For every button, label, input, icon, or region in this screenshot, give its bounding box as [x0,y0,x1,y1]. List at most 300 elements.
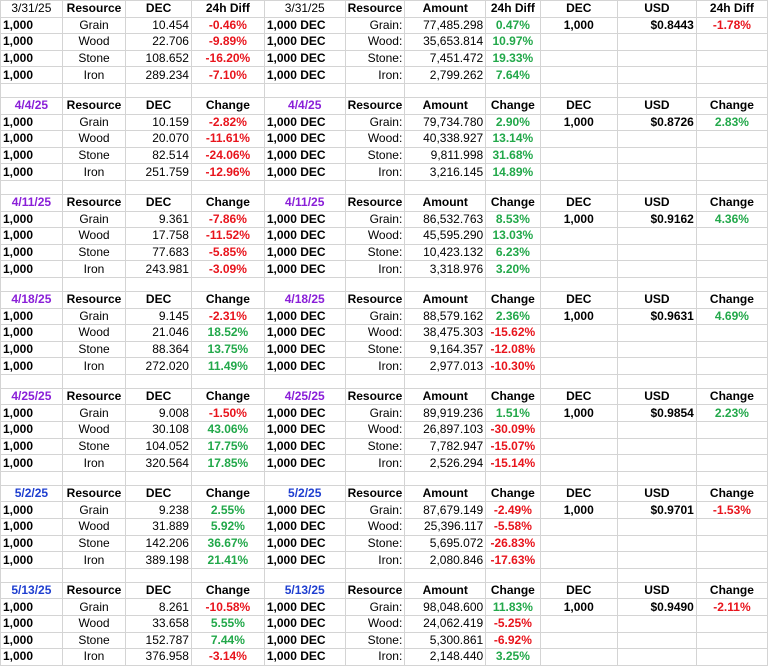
amount-cell[interactable]: 86,532.763 [405,211,486,228]
amount-change-cell[interactable]: -5.58% [486,519,540,536]
amount-cell[interactable]: 88,579.162 [405,308,486,325]
dec-change-cell[interactable]: -7.10% [191,67,264,84]
amount-change-cell[interactable]: -6.92% [486,632,540,649]
header-change[interactable]: Change [486,194,540,211]
amount-cell[interactable]: 5,695.072 [405,535,486,552]
empty-cell[interactable] [617,438,696,455]
amount-change-cell[interactable]: 13.14% [486,131,540,148]
empty-cell[interactable] [696,261,767,278]
usd-price-cell[interactable]: $0.8443 [617,17,696,34]
date-label[interactable]: 3/31/25 [264,1,345,18]
empty-cell[interactable] [696,131,767,148]
usd-price-cell[interactable]: $0.8726 [617,114,696,131]
mqty-cell[interactable]: 1,000 DEC [264,147,345,164]
amount-change-cell[interactable]: -15.14% [486,455,540,472]
header-resource[interactable]: Resource [345,485,405,502]
amount-cell[interactable]: 77,485.298 [405,17,486,34]
empty-cell[interactable] [617,67,696,84]
amount-change-cell[interactable]: 7.64% [486,67,540,84]
qty-cell[interactable]: 1,000 [1,114,63,131]
dec-change-cell[interactable]: 21.41% [191,552,264,569]
qty-cell[interactable]: 1,000 [1,599,63,616]
date-label[interactable]: 4/11/25 [1,194,63,211]
dec-price-cell[interactable]: 9.238 [126,502,192,519]
dec-change-cell[interactable]: -0.46% [191,17,264,34]
usd-price-cell[interactable]: $0.9490 [617,599,696,616]
empty-cell[interactable] [540,455,617,472]
header-dec[interactable]: DEC [540,582,617,599]
header-change[interactable]: Change [191,582,264,599]
header-amount[interactable]: Amount [405,1,486,18]
empty-cell[interactable] [486,180,540,194]
dec-price-cell[interactable]: 251.759 [126,164,192,181]
mqty-cell[interactable]: 1,000 DEC [264,228,345,245]
resource-cell[interactable]: Iron [62,552,125,569]
empty-cell[interactable] [617,325,696,342]
usd-change-cell[interactable]: -1.78% [696,17,767,34]
dec-price-cell[interactable]: 142.206 [126,535,192,552]
usd-change-cell[interactable]: -2.11% [696,599,767,616]
header-resource[interactable]: Resource [62,582,125,599]
dec-change-cell[interactable]: 2.55% [191,502,264,519]
empty-cell[interactable] [617,374,696,388]
empty-cell[interactable] [540,83,617,97]
header-amount[interactable]: Amount [405,582,486,599]
mresource-cell[interactable]: Iron: [345,455,405,472]
amount-change-cell[interactable]: -5.25% [486,616,540,633]
empty-cell[interactable] [696,34,767,51]
dec-price-cell[interactable]: 77.683 [126,244,192,261]
dec-change-cell[interactable]: -2.82% [191,114,264,131]
mresource-cell[interactable]: Grain: [345,405,405,422]
empty-cell[interactable] [617,34,696,51]
amount-cell[interactable]: 7,451.472 [405,50,486,67]
amount-change-cell[interactable]: 14.89% [486,164,540,181]
amount-cell[interactable]: 35,653.814 [405,34,486,51]
mqty-cell[interactable]: 1,000 DEC [264,502,345,519]
empty-cell[interactable] [617,649,696,666]
header-change[interactable]: Change [696,582,767,599]
dec-price-cell[interactable]: 389.198 [126,552,192,569]
resource-cell[interactable]: Iron [62,649,125,666]
empty-cell[interactable] [405,180,486,194]
empty-cell[interactable] [696,374,767,388]
dec-change-cell[interactable]: -3.09% [191,261,264,278]
empty-cell[interactable] [617,568,696,582]
mresource-cell[interactable]: Iron: [345,67,405,84]
mqty-cell[interactable]: 1,000 DEC [264,261,345,278]
dec-change-cell[interactable]: -12.96% [191,164,264,181]
empty-cell[interactable] [617,83,696,97]
resource-cell[interactable]: Wood [62,616,125,633]
empty-cell[interactable] [617,277,696,291]
empty-cell[interactable] [540,616,617,633]
mresource-cell[interactable]: Wood: [345,228,405,245]
amount-cell[interactable]: 2,080.846 [405,552,486,569]
dec-price-cell[interactable]: 376.958 [126,649,192,666]
header-amount[interactable]: Amount [405,194,486,211]
mresource-cell[interactable]: Grain: [345,308,405,325]
empty-cell[interactable] [617,552,696,569]
dec-price-cell[interactable]: 33.658 [126,616,192,633]
header-resource[interactable]: Resource [62,97,125,114]
qty-cell[interactable]: 1,000 [1,211,63,228]
empty-cell[interactable] [1,471,63,485]
mqty-cell[interactable]: 1,000 DEC [264,405,345,422]
date-label[interactable]: 4/11/25 [264,194,345,211]
qty-cell[interactable]: 1,000 [1,261,63,278]
empty-cell[interactable] [191,568,264,582]
amount-cell[interactable]: 3,318.976 [405,261,486,278]
amount-change-cell[interactable]: -15.62% [486,325,540,342]
empty-cell[interactable] [696,438,767,455]
empty-cell[interactable] [62,277,125,291]
usd-change-cell[interactable]: 2.23% [696,405,767,422]
amount-cell[interactable]: 24,062.419 [405,616,486,633]
empty-cell[interactable] [405,374,486,388]
qty-cell[interactable]: 1,000 [1,405,63,422]
amount-change-cell[interactable]: 13.03% [486,228,540,245]
dec-change-cell[interactable]: 7.44% [191,632,264,649]
resource-cell[interactable]: Grain [62,114,125,131]
resource-cell[interactable]: Wood [62,325,125,342]
mqty-cell[interactable]: 1,000 DEC [264,341,345,358]
date-label[interactable]: 4/25/25 [1,388,63,405]
date-label[interactable]: 5/13/25 [264,582,345,599]
dec-price-cell[interactable]: 9.361 [126,211,192,228]
empty-cell[interactable] [696,535,767,552]
header-change[interactable]: Change [696,291,767,308]
dec-price-cell[interactable]: 10.454 [126,17,192,34]
empty-cell[interactable] [540,67,617,84]
date-label[interactable]: 5/13/25 [1,582,63,599]
mqty-cell[interactable]: 1,000 DEC [264,535,345,552]
empty-cell[interactable] [617,632,696,649]
qty-cell[interactable]: 1,000 [1,17,63,34]
header-change[interactable]: Change [191,291,264,308]
empty-cell[interactable] [540,341,617,358]
empty-cell[interactable] [191,180,264,194]
amount-cell[interactable]: 2,799.262 [405,67,486,84]
mqty-cell[interactable]: 1,000 DEC [264,131,345,148]
dec-price-cell[interactable]: 243.981 [126,261,192,278]
empty-cell[interactable] [696,147,767,164]
mresource-cell[interactable]: Grain: [345,17,405,34]
empty-cell[interactable] [696,83,767,97]
mresource-cell[interactable]: Grain: [345,211,405,228]
resource-cell[interactable]: Stone [62,341,125,358]
mqty-cell[interactable]: 1,000 DEC [264,649,345,666]
amount-cell[interactable]: 87,679.149 [405,502,486,519]
header-dec[interactable]: DEC [126,291,192,308]
dec-price-cell[interactable]: 320.564 [126,455,192,472]
usd-price-cell[interactable]: $0.9162 [617,211,696,228]
date-label[interactable]: 3/31/25 [1,1,63,18]
empty-cell[interactable] [540,438,617,455]
amount-change-cell[interactable]: -12.08% [486,341,540,358]
amount-change-cell[interactable]: 1.51% [486,405,540,422]
mqty-cell[interactable]: 1,000 DEC [264,114,345,131]
mresource-cell[interactable]: Wood: [345,422,405,439]
mqty-cell[interactable]: 1,000 DEC [264,438,345,455]
empty-cell[interactable] [126,277,192,291]
header-usd[interactable]: USD [617,388,696,405]
empty-cell[interactable] [126,471,192,485]
mqty-cell[interactable]: 1,000 DEC [264,358,345,375]
dec-change-cell[interactable]: -7.86% [191,211,264,228]
empty-cell[interactable] [617,535,696,552]
header-dec[interactable]: DEC [540,291,617,308]
dec-price-cell[interactable]: 8.261 [126,599,192,616]
mresource-cell[interactable]: Wood: [345,616,405,633]
empty-cell[interactable] [264,83,345,97]
header-change[interactable]: Change [486,485,540,502]
empty-cell[interactable] [405,471,486,485]
empty-cell[interactable] [540,261,617,278]
mqty-cell[interactable]: 1,000 DEC [264,50,345,67]
header-dec[interactable]: DEC [540,194,617,211]
dec-price-cell[interactable]: 108.652 [126,50,192,67]
dec-price-cell[interactable]: 9.008 [126,405,192,422]
empty-cell[interactable] [62,374,125,388]
dec-change-cell[interactable]: -5.85% [191,244,264,261]
header-change[interactable]: Change [486,388,540,405]
header-change[interactable]: Change [191,388,264,405]
mresource-cell[interactable]: Stone: [345,147,405,164]
empty-cell[interactable] [540,471,617,485]
empty-cell[interactable] [540,277,617,291]
empty-cell[interactable] [345,277,405,291]
amount-change-cell[interactable]: 3.20% [486,261,540,278]
header-amount[interactable]: Amount [405,485,486,502]
resource-cell[interactable]: Stone [62,438,125,455]
resource-cell[interactable]: Iron [62,455,125,472]
empty-cell[interactable] [405,277,486,291]
empty-cell[interactable] [486,374,540,388]
qty-cell[interactable]: 1,000 [1,519,63,536]
amount-change-cell[interactable]: 10.97% [486,34,540,51]
empty-cell[interactable] [617,131,696,148]
header-change[interactable]: Change [191,97,264,114]
header-dec[interactable]: DEC [126,388,192,405]
header-dec[interactable]: DEC [540,388,617,405]
empty-cell[interactable] [126,83,192,97]
empty-cell[interactable] [617,422,696,439]
empty-cell[interactable] [540,131,617,148]
empty-cell[interactable] [345,374,405,388]
amount-change-cell[interactable]: -15.07% [486,438,540,455]
amount-cell[interactable]: 5,300.861 [405,632,486,649]
dec-price-cell[interactable]: 104.052 [126,438,192,455]
header-change[interactable]: Change [486,97,540,114]
mqty-cell[interactable]: 1,000 DEC [264,211,345,228]
amount-cell[interactable]: 2,526.294 [405,455,486,472]
resource-cell[interactable]: Grain [62,502,125,519]
header-dec[interactable]: DEC [126,582,192,599]
mresource-cell[interactable]: Stone: [345,341,405,358]
dec-price-cell[interactable]: 88.364 [126,341,192,358]
empty-cell[interactable] [617,616,696,633]
empty-cell[interactable] [191,374,264,388]
header-change[interactable]: Change [696,97,767,114]
dec-change-cell[interactable]: 43.06% [191,422,264,439]
empty-cell[interactable] [264,277,345,291]
header-amount[interactable]: Amount [405,97,486,114]
mqty-cell[interactable]: 1,000 DEC [264,422,345,439]
amount-cell[interactable]: 2,148.440 [405,649,486,666]
mqty-cell[interactable]: 1,000 DEC [264,455,345,472]
empty-cell[interactable] [617,147,696,164]
empty-cell[interactable] [540,519,617,536]
mresource-cell[interactable]: Wood: [345,34,405,51]
dec-price-cell[interactable]: 22.706 [126,34,192,51]
header-change[interactable]: Change [696,485,767,502]
empty-cell[interactable] [62,180,125,194]
empty-cell[interactable] [540,228,617,245]
empty-cell[interactable] [345,180,405,194]
amount-change-cell[interactable]: 31.68% [486,147,540,164]
date-label[interactable]: 4/25/25 [264,388,345,405]
header-dec[interactable]: DEC [540,1,617,18]
amount-change-cell[interactable]: 8.53% [486,211,540,228]
dec-price-cell[interactable]: 20.070 [126,131,192,148]
dec-price-cell[interactable]: 82.514 [126,147,192,164]
resource-cell[interactable]: Wood [62,34,125,51]
header-change[interactable]: Change [191,194,264,211]
mresource-cell[interactable]: Iron: [345,261,405,278]
dec-change-cell[interactable]: -24.06% [191,147,264,164]
empty-cell[interactable] [696,471,767,485]
resource-cell[interactable]: Wood [62,228,125,245]
qty-cell[interactable]: 1,000 [1,308,63,325]
empty-cell[interactable] [696,519,767,536]
header-resource[interactable]: Resource [345,582,405,599]
header-resource[interactable]: Resource [345,291,405,308]
empty-cell[interactable] [540,422,617,439]
date-label[interactable]: 4/18/25 [264,291,345,308]
mresource-cell[interactable]: Iron: [345,552,405,569]
dec-change-cell[interactable]: 11.49% [191,358,264,375]
amount-cell[interactable]: 40,338.927 [405,131,486,148]
dec-change-cell[interactable]: -16.20% [191,50,264,67]
amount-cell[interactable]: 89,919.236 [405,405,486,422]
usd-dec-cell[interactable]: 1,000 [540,599,617,616]
qty-cell[interactable]: 1,000 [1,325,63,342]
resource-cell[interactable]: Stone [62,147,125,164]
usd-dec-cell[interactable]: 1,000 [540,17,617,34]
dec-change-cell[interactable]: -11.52% [191,228,264,245]
empty-cell[interactable] [696,552,767,569]
dec-price-cell[interactable]: 31.889 [126,519,192,536]
empty-cell[interactable] [540,34,617,51]
empty-cell[interactable] [540,50,617,67]
amount-change-cell[interactable]: -17.63% [486,552,540,569]
usd-price-cell[interactable]: $0.9854 [617,405,696,422]
header-change[interactable]: 24h Diff [191,1,264,18]
mqty-cell[interactable]: 1,000 DEC [264,67,345,84]
dec-price-cell[interactable]: 30.108 [126,422,192,439]
amount-change-cell[interactable]: 2.36% [486,308,540,325]
mresource-cell[interactable]: Stone: [345,50,405,67]
header-resource[interactable]: Resource [345,1,405,18]
mresource-cell[interactable]: Stone: [345,535,405,552]
mresource-cell[interactable]: Stone: [345,244,405,261]
qty-cell[interactable]: 1,000 [1,164,63,181]
amount-cell[interactable]: 7,782.947 [405,438,486,455]
empty-cell[interactable] [345,83,405,97]
header-resource[interactable]: Resource [62,1,125,18]
usd-change-cell[interactable]: 4.69% [696,308,767,325]
qty-cell[interactable]: 1,000 [1,50,63,67]
amount-change-cell[interactable]: 3.25% [486,649,540,666]
mresource-cell[interactable]: Wood: [345,519,405,536]
qty-cell[interactable]: 1,000 [1,341,63,358]
header-resource[interactable]: Resource [62,485,125,502]
header-dec[interactable]: DEC [540,485,617,502]
empty-cell[interactable] [62,83,125,97]
header-dec[interactable]: DEC [126,485,192,502]
dec-change-cell[interactable]: -3.14% [191,649,264,666]
mqty-cell[interactable]: 1,000 DEC [264,17,345,34]
dec-change-cell[interactable]: 17.75% [191,438,264,455]
empty-cell[interactable] [1,374,63,388]
header-usd[interactable]: USD [617,291,696,308]
header-resource[interactable]: Resource [62,291,125,308]
usd-change-cell[interactable]: -1.53% [696,502,767,519]
amount-cell[interactable]: 98,048.600 [405,599,486,616]
mqty-cell[interactable]: 1,000 DEC [264,308,345,325]
dec-price-cell[interactable]: 272.020 [126,358,192,375]
resource-cell[interactable]: Iron [62,164,125,181]
empty-cell[interactable] [126,180,192,194]
amount-change-cell[interactable]: 6.23% [486,244,540,261]
empty-cell[interactable] [405,568,486,582]
resource-cell[interactable]: Wood [62,131,125,148]
empty-cell[interactable] [345,471,405,485]
dec-price-cell[interactable]: 289.234 [126,67,192,84]
mqty-cell[interactable]: 1,000 DEC [264,519,345,536]
dec-price-cell[interactable]: 21.046 [126,325,192,342]
dec-change-cell[interactable]: 36.67% [191,535,264,552]
empty-cell[interactable] [540,147,617,164]
empty-cell[interactable] [696,568,767,582]
header-change[interactable]: Change [696,388,767,405]
resource-cell[interactable]: Iron [62,358,125,375]
qty-cell[interactable]: 1,000 [1,358,63,375]
qty-cell[interactable]: 1,000 [1,228,63,245]
amount-cell[interactable]: 26,897.103 [405,422,486,439]
date-label[interactable]: 4/18/25 [1,291,63,308]
empty-cell[interactable] [696,649,767,666]
resource-cell[interactable]: Stone [62,535,125,552]
header-usd[interactable]: USD [617,97,696,114]
empty-cell[interactable] [191,277,264,291]
mresource-cell[interactable]: Wood: [345,131,405,148]
header-resource[interactable]: Resource [62,194,125,211]
empty-cell[interactable] [696,164,767,181]
usd-change-cell[interactable]: 2.83% [696,114,767,131]
empty-cell[interactable] [617,341,696,358]
amount-cell[interactable]: 45,595.290 [405,228,486,245]
usd-dec-cell[interactable]: 1,000 [540,502,617,519]
dec-change-cell[interactable]: -10.58% [191,599,264,616]
header-usd[interactable]: USD [617,194,696,211]
qty-cell[interactable]: 1,000 [1,632,63,649]
empty-cell[interactable] [1,83,63,97]
usd-price-cell[interactable]: $0.9701 [617,502,696,519]
dec-change-cell[interactable]: -1.50% [191,405,264,422]
amount-change-cell[interactable]: -26.83% [486,535,540,552]
